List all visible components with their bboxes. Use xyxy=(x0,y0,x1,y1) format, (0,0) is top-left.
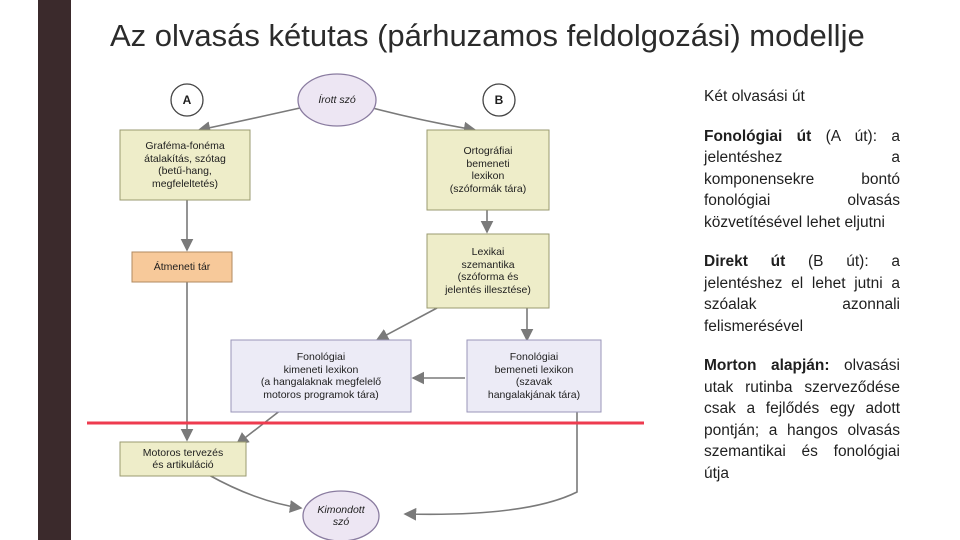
slide-accent-bar xyxy=(38,0,71,540)
direct-route-term: Direkt út xyxy=(704,253,786,270)
phonological-route-desc: (A út): a jelentéshez a komponensekre bontó fonológiai olvasás közvetítésével lehet eljutni xyxy=(704,127,900,231)
orthographic-lexicon-box: Ortográfiai bemeneti lexikon (szóformák tára) xyxy=(449,145,527,195)
explanation-text xyxy=(704,86,900,502)
spoken-word-label: Kimondott szó xyxy=(317,503,365,528)
morton-desc: olvasási utak rutinba szerveződése csak a fejlődés egy adott pontján; a hangos olvasás szemantikai és fonológiai útja xyxy=(704,357,900,482)
route-a-label: A xyxy=(182,92,192,107)
text-heading: Két olvasási út xyxy=(704,88,805,105)
motor-planning-box: Motoros tervezés és artikuláció xyxy=(142,446,224,471)
phonological-route-term: Fonológiai út xyxy=(704,127,812,145)
morton-paragraph xyxy=(704,355,900,484)
slide-title: Az olvasás kétutas (párhuzamos feldolgozási) modellje xyxy=(110,18,865,53)
arrow-written-to-grapheme xyxy=(199,106,309,130)
written-word-label: Írott szó xyxy=(318,93,356,106)
route-b-label: B xyxy=(494,92,504,107)
dual-route-diagram xyxy=(87,72,644,540)
phonological-output-lexicon-box: Fonológiai kimeneti lexikon (a hangalaknak megfelelő motoros programok tára) xyxy=(260,351,382,401)
arrow-phonin-to-spoken xyxy=(405,412,577,514)
slide-left-margin xyxy=(0,0,38,540)
direct-route-desc: (B út): a jelentéshez el lehet jutni a szóalak azonnali felismerésével xyxy=(704,253,900,335)
buffer-box: Átmeneti tár xyxy=(153,260,211,273)
grapheme-phoneme-box: Graféma-fonéma átalakítás, szótag (betű-hang, megfeleltetés) xyxy=(144,140,226,190)
morton-term: Morton alapján: xyxy=(704,357,830,374)
arrow-motor-to-spoken xyxy=(207,474,301,508)
arrow-lexsem-to-phonout xyxy=(377,308,437,340)
direct-route-paragraph xyxy=(704,251,900,337)
arrow-written-to-ortho xyxy=(365,106,475,130)
phonological-route-paragraph xyxy=(704,126,900,234)
lexical-semantics-box: Lexikai szemantika (szóforma és jelentés illesztése) xyxy=(445,246,531,296)
phonological-input-lexicon-box: Fonológiai bemeneti lexikon (szavak hangalakjának tára) xyxy=(487,351,581,401)
